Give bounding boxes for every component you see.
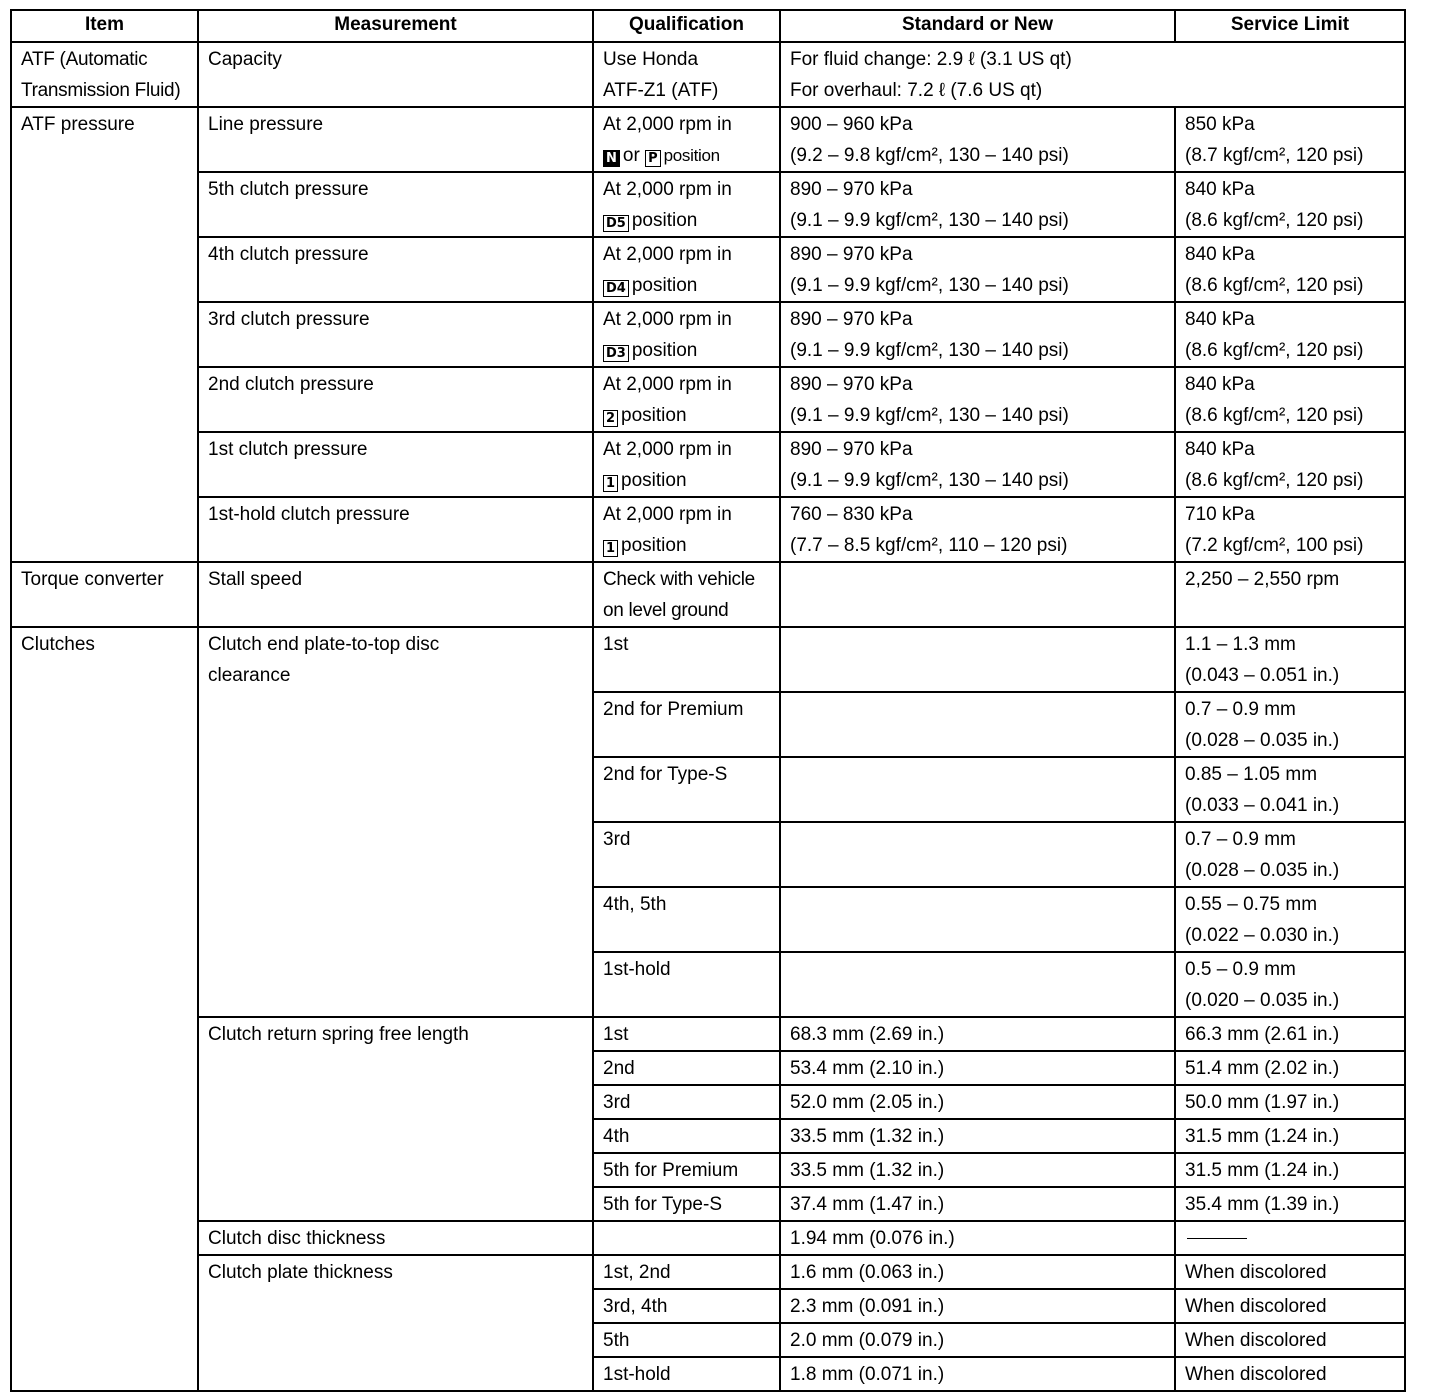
qualification-pressure: At 2,000 rpm in D4 position [593, 237, 780, 302]
measurement-pressure: 1st-hold clutch pressure [198, 497, 593, 562]
qualification-disc [593, 1221, 780, 1255]
spec-table [10, 9, 1406, 1392]
shift-d5-icon: D5 [603, 215, 629, 232]
atf-capacity-row [11, 42, 1405, 107]
limit-pressure: 710 kPa (7.2 kgf/cm², 100 psi) [1175, 497, 1405, 562]
pressure-row [11, 302, 1405, 367]
qualification-pressure: At 2,000 rpm in 1 position [593, 497, 780, 562]
qualification-clearance: 3rd [593, 822, 780, 887]
measurement-stall-speed: Stall speed [198, 562, 593, 627]
standard-clearance [780, 822, 1175, 887]
limit-spring: 50.0 mm (1.97 in.) [1175, 1085, 1405, 1119]
shift-1-icon: 1 [603, 475, 618, 492]
standard-spring: 33.5 mm (1.32 in.) [780, 1119, 1175, 1153]
standard-disc: 1.94 mm (0.076 in.) [780, 1221, 1175, 1255]
limit-clearance: 0.7 – 0.9 mm (0.028 – 0.035 in.) [1175, 692, 1405, 757]
standard-plate: 1.6 mm (0.063 in.) [780, 1255, 1175, 1289]
measurement-disc-thickness: Clutch disc thickness [198, 1221, 593, 1255]
standard-pressure: 890 – 970 kPa (9.1 – 9.9 kgf/cm², 130 – 140 psi) [780, 302, 1175, 367]
clearance-row [11, 627, 1405, 692]
standard-pressure: 890 – 970 kPa (9.1 – 9.9 kgf/cm², 130 – 140 psi) [780, 172, 1175, 237]
standard-spring: 37.4 mm (1.47 in.) [780, 1187, 1175, 1221]
measurement-plate-thickness: Clutch plate thickness [198, 1255, 593, 1391]
qualification-spring: 2nd [593, 1051, 780, 1085]
measurement-capacity: Capacity [198, 42, 593, 107]
pressure-row [11, 107, 1405, 172]
header-row [11, 10, 1405, 42]
qualification-clearance: 2nd for Type-S [593, 757, 780, 822]
measurement-end-plate-clearance: Clutch end plate-to-top disc clearance [198, 627, 593, 1017]
limit-disc [1175, 1221, 1405, 1255]
limit-plate: When discolored [1175, 1255, 1405, 1289]
qualification-clearance: 1st [593, 627, 780, 692]
measurement-pressure: 4th clutch pressure [198, 237, 593, 302]
qualification-pressure: At 2,000 rpm in 2 position [593, 367, 780, 432]
limit-pressure: 840 kPa (8.6 kgf/cm², 120 psi) [1175, 302, 1405, 367]
standard-capacity: For fluid change: 2.9 ℓ (3.1 US qt) For overhaul: 7.2 ℓ (7.6 US qt) [780, 42, 1405, 107]
header-service-limit: Service Limit [1175, 10, 1405, 42]
standard-clearance [780, 757, 1175, 822]
qualification-pressure: At 2,000 rpm in D3 position [593, 302, 780, 367]
standard-plate: 1.8 mm (0.071 in.) [780, 1357, 1175, 1391]
header-item: Item [11, 10, 198, 42]
qualification-spring: 4th [593, 1119, 780, 1153]
limit-spring: 51.4 mm (2.02 in.) [1175, 1051, 1405, 1085]
standard-spring: 53.4 mm (2.10 in.) [780, 1051, 1175, 1085]
shift-p-icon: P [645, 150, 661, 167]
spring-row [11, 1017, 1405, 1051]
qualification-pressure: At 2,000 rpm in 1 position [593, 432, 780, 497]
standard-clearance [780, 692, 1175, 757]
item-torque-converter: Torque converter [11, 562, 198, 627]
standard-pressure: 890 – 970 kPa (9.1 – 9.9 kgf/cm², 130 – 140 psi) [780, 367, 1175, 432]
limit-pressure: 840 kPa (8.6 kgf/cm², 120 psi) [1175, 172, 1405, 237]
qualification-clearance: 4th, 5th [593, 887, 780, 952]
measurement-spring-length: Clutch return spring free length [198, 1017, 593, 1221]
qualification-spring: 1st [593, 1017, 780, 1051]
shift-d4-icon: D4 [603, 280, 629, 297]
qualification-torque: Check with vehicle on level ground [593, 562, 780, 627]
limit-spring: 35.4 mm (1.39 in.) [1175, 1187, 1405, 1221]
standard-spring: 33.5 mm (1.32 in.) [780, 1153, 1175, 1187]
limit-plate: When discolored [1175, 1357, 1405, 1391]
limit-clearance: 0.55 – 0.75 mm (0.022 – 0.030 in.) [1175, 887, 1405, 952]
qualification-spring: 5th for Premium [593, 1153, 780, 1187]
limit-clearance: 0.85 – 1.05 mm (0.033 – 0.041 in.) [1175, 757, 1405, 822]
qualification-clearance: 2nd for Premium [593, 692, 780, 757]
qualification-plate: 5th [593, 1323, 780, 1357]
standard-spring: 52.0 mm (2.05 in.) [780, 1085, 1175, 1119]
qualification-pressure: At 2,000 rpm in N or P position [593, 107, 780, 172]
qualification-spring: 3rd [593, 1085, 780, 1119]
item-atf-pressure: ATF pressure [11, 107, 198, 562]
qualification-atf: Use Honda ATF-Z1 (ATF) [593, 42, 780, 107]
limit-stall-speed: 2,250 – 2,550 rpm [1175, 562, 1405, 627]
standard-clearance [780, 952, 1175, 1017]
limit-clearance: 0.5 – 0.9 mm (0.020 – 0.035 in.) [1175, 952, 1405, 1017]
pressure-row [11, 172, 1405, 237]
pressure-row [11, 367, 1405, 432]
header-standard: Standard or New [780, 10, 1175, 42]
standard-pressure: 890 – 970 kPa (9.1 – 9.9 kgf/cm², 130 – 140 psi) [780, 237, 1175, 302]
header-qualification: Qualification [593, 10, 780, 42]
qualification-plate: 1st, 2nd [593, 1255, 780, 1289]
plate-row [11, 1255, 1405, 1289]
standard-pressure: 900 – 960 kPa (9.2 – 9.8 kgf/cm², 130 – 140 psi) [780, 107, 1175, 172]
standard-clearance [780, 627, 1175, 692]
qualification-plate: 1st-hold [593, 1357, 780, 1391]
standard-plate: 2.0 mm (0.079 in.) [780, 1323, 1175, 1357]
shift-n-icon: N [603, 150, 620, 167]
measurement-pressure: 2nd clutch pressure [198, 367, 593, 432]
standard-torque [780, 562, 1175, 627]
standard-pressure: 890 – 970 kPa (9.1 – 9.9 kgf/cm², 130 – 140 psi) [780, 432, 1175, 497]
limit-spring: 31.5 mm (1.24 in.) [1175, 1153, 1405, 1187]
header-measurement: Measurement [198, 10, 593, 42]
shift-d3-icon: D3 [603, 345, 629, 362]
measurement-pressure: 1st clutch pressure [198, 432, 593, 497]
limit-pressure: 840 kPa (8.6 kgf/cm², 120 psi) [1175, 237, 1405, 302]
limit-spring: 31.5 mm (1.24 in.) [1175, 1119, 1405, 1153]
measurement-pressure: 3rd clutch pressure [198, 302, 593, 367]
pressure-row [11, 237, 1405, 302]
standard-pressure: 760 – 830 kPa (7.7 – 8.5 kgf/cm², 110 – 120 psi) [780, 497, 1175, 562]
standard-plate: 2.3 mm (0.091 in.) [780, 1289, 1175, 1323]
shift-2-icon: 2 [603, 410, 618, 427]
limit-spring: 66.3 mm (2.61 in.) [1175, 1017, 1405, 1051]
torque-row [11, 562, 1405, 627]
pressure-row [11, 497, 1405, 562]
measurement-pressure: 5th clutch pressure [198, 172, 593, 237]
disc-row [11, 1221, 1405, 1255]
standard-clearance [780, 887, 1175, 952]
standard-spring: 68.3 mm (2.69 in.) [780, 1017, 1175, 1051]
item-atf: ATF (Automatic Transmission Fluid) [11, 42, 198, 107]
qualification-clearance: 1st-hold [593, 952, 780, 1017]
limit-plate: When discolored [1175, 1289, 1405, 1323]
limit-clearance: 0.7 – 0.9 mm (0.028 – 0.035 in.) [1175, 822, 1405, 887]
qualification-pressure: At 2,000 rpm in D5 position [593, 172, 780, 237]
limit-pressure: 840 kPa (8.6 kgf/cm², 120 psi) [1175, 432, 1405, 497]
limit-pressure: 840 kPa (8.6 kgf/cm², 120 psi) [1175, 367, 1405, 432]
limit-clearance: 1.1 – 1.3 mm (0.043 – 0.051 in.) [1175, 627, 1405, 692]
limit-plate: When discolored [1175, 1323, 1405, 1357]
qualification-spring: 5th for Type-S [593, 1187, 780, 1221]
limit-pressure: 850 kPa (8.7 kgf/cm², 120 psi) [1175, 107, 1405, 172]
measurement-pressure: Line pressure [198, 107, 593, 172]
shift-1-icon: 1 [603, 540, 618, 557]
pressure-row [11, 432, 1405, 497]
no-limit-dash [1187, 1238, 1247, 1239]
item-clutches: Clutches [11, 627, 198, 1391]
qualification-plate: 3rd, 4th [593, 1289, 780, 1323]
